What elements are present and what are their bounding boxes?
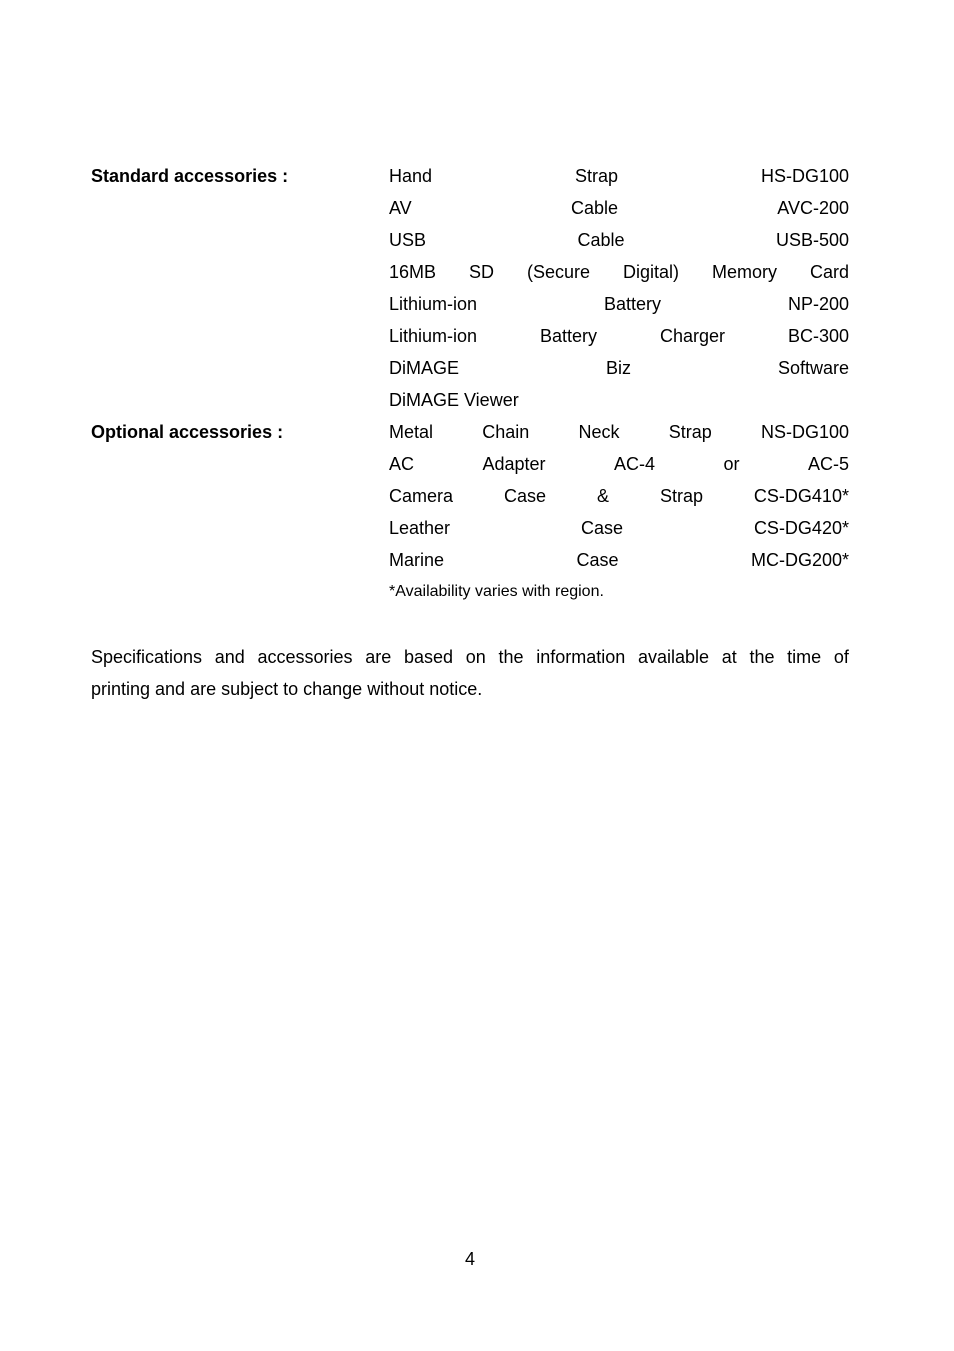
- accessory-line: [389, 224, 849, 256]
- word: AVC-200: [777, 198, 849, 218]
- word: Chain: [482, 422, 530, 442]
- word: AC: [389, 454, 415, 474]
- disclaimer-paragraph: [91, 641, 849, 705]
- word: Battery: [540, 326, 598, 346]
- word: Strap: [668, 422, 712, 442]
- accessory-line: [389, 320, 849, 352]
- word: Adapter: [482, 454, 546, 474]
- word: Card: [809, 262, 849, 282]
- word: Leather: [389, 518, 451, 538]
- word: 16MB: [389, 262, 437, 282]
- word: of: [833, 647, 849, 667]
- accessory-line: [389, 352, 849, 384]
- word: Digital): [622, 262, 679, 282]
- accessory-line: [389, 480, 849, 512]
- word: Strap: [574, 166, 619, 186]
- paragraph-line: [91, 641, 849, 673]
- accessory-line: [389, 416, 849, 448]
- word: Case: [503, 486, 547, 506]
- word: Marine: [389, 550, 445, 570]
- accessory-line: [389, 192, 849, 224]
- word: AC-5: [807, 454, 849, 474]
- word: the: [749, 647, 775, 667]
- accessory-line: [389, 448, 849, 480]
- accessory-line: [389, 160, 849, 192]
- word: on: [465, 647, 486, 667]
- availability-note: *Availability varies with region.: [389, 583, 604, 600]
- word: NP-200: [787, 294, 849, 314]
- word: Biz: [605, 358, 631, 378]
- word: Case: [580, 518, 624, 538]
- word: printing and are subject to change without notice.: [91, 679, 483, 699]
- word: available: [637, 647, 710, 667]
- word: Case: [576, 550, 619, 570]
- word: information: [536, 647, 626, 667]
- accessory-line: [389, 256, 849, 288]
- accessory-line: [389, 544, 849, 576]
- word: Memory: [711, 262, 777, 282]
- word: Lithium-ion: [389, 326, 478, 346]
- word: Neck: [578, 422, 620, 442]
- word: DiMAGE: [389, 358, 460, 378]
- word: time: [787, 647, 822, 667]
- word: AC-4: [614, 454, 656, 474]
- word: based: [403, 647, 454, 667]
- word: USB: [389, 230, 427, 250]
- word: CS-DG420*: [753, 518, 849, 538]
- word: accessories: [257, 647, 353, 667]
- paragraph-line: [91, 673, 849, 705]
- word: and: [214, 647, 245, 667]
- word: at: [721, 647, 737, 667]
- word: MC-DG200*: [750, 550, 849, 570]
- word: HS-DG100: [760, 166, 849, 186]
- word: AV: [389, 198, 412, 218]
- word: Strap: [659, 486, 703, 506]
- word: BC-300: [787, 326, 849, 346]
- word: NS-DG100: [760, 422, 849, 442]
- word: Metal: [389, 422, 434, 442]
- word: Software: [777, 358, 849, 378]
- optional-accessories-label: Optional accessories :: [91, 422, 284, 442]
- accessory-line: [389, 384, 849, 416]
- word: Cable: [577, 230, 625, 250]
- word: Hand: [389, 166, 433, 186]
- word: are: [365, 647, 392, 667]
- word: SD: [469, 262, 495, 282]
- word: (Secure: [526, 262, 591, 282]
- word: DiMAGE Viewer: [389, 390, 519, 410]
- word: Charger: [659, 326, 726, 346]
- word: or: [723, 454, 740, 474]
- word: CS-DG410*: [753, 486, 849, 506]
- accessory-line: [389, 288, 849, 320]
- optional-accessories-list: [389, 416, 849, 576]
- word: Specifications: [91, 647, 203, 667]
- word: Lithium-ion: [389, 294, 478, 314]
- standard-accessories-label: Standard accessories :: [91, 166, 289, 186]
- accessory-line: [389, 512, 849, 544]
- standard-accessories-list: [389, 160, 849, 416]
- page-number: 4: [464, 1249, 475, 1269]
- word: &: [596, 486, 609, 506]
- word: Camera: [389, 486, 454, 506]
- word: the: [498, 647, 524, 667]
- word: Battery: [603, 294, 662, 314]
- word: USB-500: [775, 230, 849, 250]
- word: Cable: [570, 198, 618, 218]
